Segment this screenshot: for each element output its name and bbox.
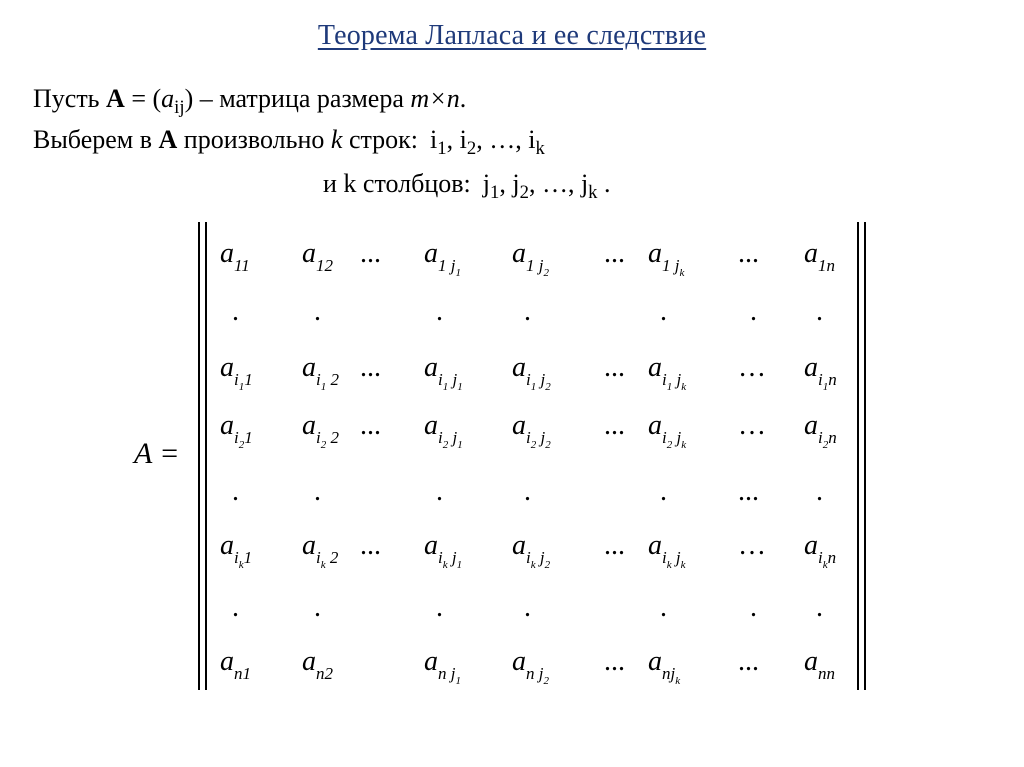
subscript: 1 (489, 181, 500, 203)
matrix-cell-r1-c5: $a_1$ $_{j2}$ (512, 238, 549, 279)
matrix-cell-r6-c2: $a_{ik}$ $_2$ (302, 530, 339, 571)
matrix-cell-r6-c9: $a_{ikn}$ (804, 530, 837, 571)
separator: , (446, 125, 460, 154)
matrix-cell-r6-c4: $a_{ik}$ $_{j1}$ (424, 530, 463, 571)
determinant-bar-left-inner (205, 222, 207, 690)
matrix-cell-r5-c7: . (660, 476, 667, 507)
determinant-bar-right-inner (857, 222, 859, 690)
slide-title: Теорема Лапласа и ее следствие (317, 20, 707, 51)
matrix-cell-r2-c4: . (436, 296, 443, 327)
subscript: 2 (466, 137, 477, 159)
separator: , (476, 125, 490, 154)
matrix-cell-r8-c1: $a_{n1}$ (220, 646, 251, 683)
intro-line-1 (33, 84, 466, 119)
matrix-symbol: A (106, 84, 125, 113)
matrix-cell-r4-c8: … (738, 410, 766, 441)
row-index: i (528, 125, 536, 154)
matrix-cell-r4-c6: ... (604, 410, 625, 441)
matrix-cell-r7-c4: . (436, 592, 443, 623)
intro-line-2 (33, 125, 545, 160)
matrix-cell-r7-c2: . (314, 592, 321, 623)
text: произвольно (177, 125, 331, 154)
matrix-cell-r1-c8: ... (738, 238, 759, 269)
k-symbol: k (330, 125, 343, 154)
text: Выберем в (33, 125, 159, 154)
col-index: j (512, 169, 520, 198)
determinant-bar-right-outer (864, 222, 866, 690)
matrix-cell-r5-c2: . (314, 476, 321, 507)
matrix-cell-r8-c9: $a_{nn}$ (804, 646, 835, 683)
matrix-cell-r8-c6: ... (604, 646, 625, 677)
matrix-cell-r3-c6: ... (604, 352, 625, 383)
subscript: k (535, 137, 545, 159)
matrix-cell-r5-c1: . (232, 476, 239, 507)
ellipsis: … (541, 169, 568, 198)
subscript: 1 (437, 137, 447, 159)
matrix-cell-r1-c3: ... (360, 238, 381, 269)
matrix-cell-r2-c7: . (660, 296, 667, 327)
separator: , (499, 169, 513, 198)
row-index: i (430, 125, 438, 154)
determinant-bar-left-outer (198, 222, 200, 690)
matrix-cell-r6-c7: $a_{ik}$ $_{jk}$ (648, 530, 686, 571)
matrix-cell-r1-c9: $a_{1n}$ (804, 238, 835, 275)
matrix-cell-r4-c7: $a_{i2}$ $_{jk}$ (648, 410, 687, 451)
separator: , (515, 125, 529, 154)
matrix-cell-r4-c5: $a_{i2}$ $_{j2}$ (512, 410, 551, 451)
col-index: j (482, 169, 490, 198)
text: = ( (124, 84, 162, 113)
matrix-cell-r7-c5: . (524, 592, 531, 623)
ellipsis: … (489, 125, 516, 154)
matrix-cell-r6-c6: ... (604, 530, 625, 561)
matrix-cell-r7-c8: . (750, 592, 757, 623)
size-symbol: m×n (410, 84, 460, 113)
matrix-cell-r2-c8: . (750, 296, 757, 327)
matrix-cell-r8-c5: $a_{n j2}$ (512, 646, 549, 687)
matrix-cell-r4-c9: $a_{i2n}$ (804, 410, 837, 451)
text: . (597, 169, 611, 198)
matrix-cell-r4-c4: $a_{i2}$ $_{j1}$ (424, 410, 463, 451)
matrix-cell-r3-c1: $a_{i11}$ (220, 352, 253, 393)
matrix-cell-r2-c5: . (524, 296, 531, 327)
matrix-cell-r3-c3: ... (360, 352, 381, 383)
matrix-cell-r8-c2: $a_{n2}$ (302, 646, 333, 683)
matrix-cell-r2-c1: . (232, 296, 239, 327)
matrix-cell-r1-c7: $a_1$ $_{jk}$ (648, 238, 685, 279)
matrix-cell-r2-c2: . (314, 296, 321, 327)
subscript: 2 (519, 181, 529, 203)
matrix-cell-r5-c8: ... (738, 476, 759, 507)
matrix-cell-r6-c3: ... (360, 530, 381, 561)
matrix-cell-r1-c6: ... (604, 238, 625, 269)
equation-lhs: A = (134, 437, 180, 470)
matrix-cell-r7-c9: . (816, 592, 823, 623)
matrix-cell-r4-c1: $a_{i21}$ (220, 410, 253, 451)
matrix-cell-r6-c8: … (738, 530, 766, 561)
intro-line-3 (323, 169, 611, 204)
text: . (459, 84, 467, 113)
matrix-cell-r6-c1: $a_{ik1}$ (220, 530, 253, 571)
matrix-cell-r2-c9: . (816, 296, 823, 327)
matrix-symbol: A (158, 125, 178, 154)
col-index: j (580, 169, 589, 198)
text: и k столбцов: (323, 169, 471, 198)
matrix-cell-r3-c7: $a_{i1}$ $_{jk}$ (648, 352, 687, 393)
matrix-cell-r3-c9: $a_{i1n}$ (804, 352, 837, 393)
separator: , (567, 169, 581, 198)
matrix-cell-r8-c7: $a_{njk}$ (648, 646, 681, 687)
matrix-cell-r3-c4: $a_{i1}$ $_{j1}$ (424, 352, 463, 393)
matrix-cell-r1-c2: $a_{12}$ (302, 238, 333, 275)
text: Пусть (33, 84, 107, 113)
matrix-cell-r4-c3: ... (360, 410, 381, 441)
text: строк: (342, 125, 419, 154)
matrix-cell-r7-c7: . (660, 592, 667, 623)
subscript: ij (174, 96, 185, 118)
matrix-cell-r4-c2: $a_{i2}$ $_2$ (302, 410, 339, 451)
matrix-cell-r5-c9: . (816, 476, 823, 507)
row-index: i (459, 125, 467, 154)
matrix-cell-r3-c8: … (738, 352, 766, 383)
element-symbol: a (161, 84, 175, 113)
matrix-cell-r6-c5: $a_{ik}$ $_{j2}$ (512, 530, 551, 571)
matrix-cell-r1-c4: $a_1$ $_{j1}$ (424, 238, 461, 279)
separator: , (528, 169, 542, 198)
matrix-cell-r5-c4: . (436, 476, 443, 507)
matrix-cell-r5-c5: . (524, 476, 531, 507)
matrix-cell-r3-c5: $a_{i1}$ $_{j2}$ (512, 352, 551, 393)
text: ) – матрица размера (184, 84, 411, 113)
subscript: k (588, 181, 598, 203)
matrix-cell-r7-c1: . (232, 592, 239, 623)
matrix-cell-r8-c8: ... (738, 646, 759, 677)
matrix-cell-r1-c1: $a_{11}$ (220, 238, 250, 275)
matrix-cell-r3-c2: $a_{i1}$ $_2$ (302, 352, 339, 393)
matrix-cell-r8-c4: $a_{n j1}$ (424, 646, 461, 687)
